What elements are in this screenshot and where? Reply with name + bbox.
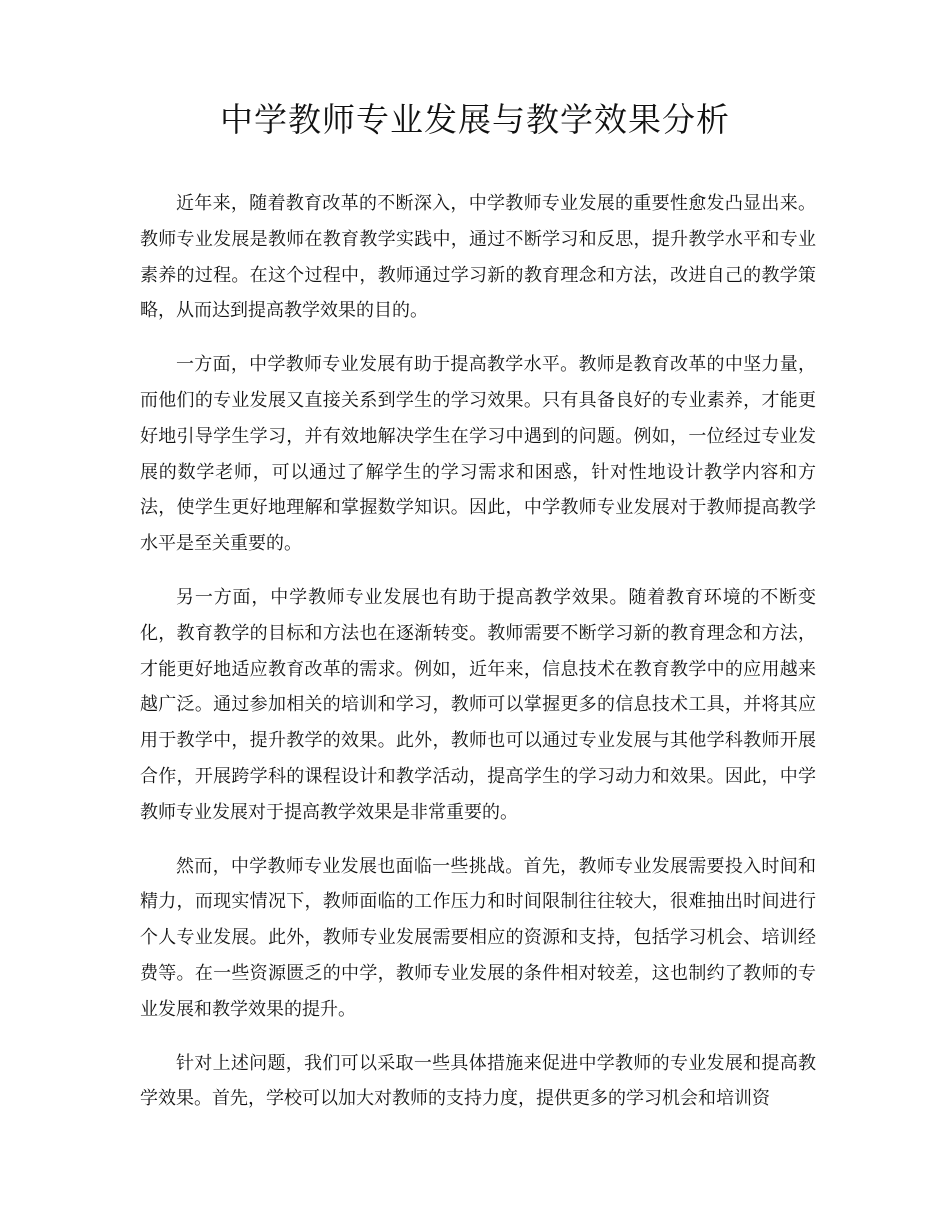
- paragraph-3: 另一方面，中学教师专业发展也有助于提高教学效果。随着教育环境的不断变化，教育教学的目标和方法也在逐渐转变。教师需要不断学习新的教育理念和方法，才能更好地适应教育改革的需求。例如，近年来，信息技术在教育教学中的应用越来越广泛。通过参加相关的培训和学习，教师可以掌握更多的信息技术工具，并将其应用于教学中，提升教学的效果。此外，教师也可以通过专业发展与其他学科教师开展合作，开展跨学科的课程设计和教学活动，提高学生的学习动力和效果。因此，中学教师专业发展对于提高教学效果是非常重要的。: [140, 586, 816, 823]
- paragraph-5: 针对上述问题，我们可以采取一些具体措施来促进中学教师的专业发展和提高教学效果。首先，学校可以加大对教师的支持力度，提供更多的学习机会和培训资: [140, 1052, 816, 1110]
- document-title: 中学教师专业发展与教学效果分析: [220, 100, 730, 139]
- document-body: [140, 186, 816, 1135]
- paragraph-4: 然而，中学教师专业发展也面临一些挑战。首先，教师专业发展需要投入时间和精力，而现实情况下，教师面临的工作压力和时间限制往往较大，很难抽出时间进行个人专业发展。此外，教师专业发展需要相应的资源和支持，包括学习机会、培训经费等。在一些资源匮乏的中学，教师专业发展的条件相对较差，这也制约了教师的专业发展和教学效果的提升。: [140, 855, 816, 1020]
- paragraph-2: 一方面，中学教师专业发展有助于提高教学水平。教师是教育改革的中坚力量，而他们的专业发展又直接关系到学生的学习效果。只有具备良好的专业素养，才能更好地引导学生学习，并有效地解决学生在学习中遇到的问题。例如，一位经过专业发展的数学老师，可以通过了解学生的学习需求和困惑，针对性地设计教学内容和方法，使学生更好地理解和掌握数学知识。因此，中学教师专业发展对于教师提高教学水平是至关重要的。: [140, 354, 816, 555]
- paragraph-1: 近年来，随着教育改革的不断深入，中学教师专业发展的重要性愈发凸显出来。教师专业发展是教师在教育教学实践中，通过不断学习和反思，提升教学水平和专业素养的过程。在这个过程中，教师通过学习新的教育理念和方法，改进自己的教学策略，从而达到提高教学效果的目的。: [140, 193, 816, 322]
